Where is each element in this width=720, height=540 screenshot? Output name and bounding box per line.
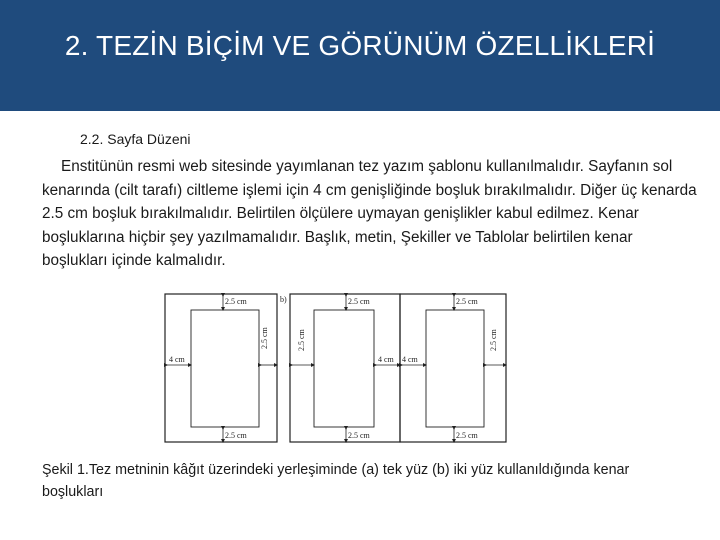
binding-margin-label: 4 cm bbox=[402, 355, 418, 364]
top-margin-label: 2.5 cm bbox=[456, 297, 478, 306]
text-area-outline bbox=[314, 310, 374, 427]
bottom-margin-label: 2.5 cm bbox=[456, 431, 478, 440]
panel-a-single-page bbox=[165, 294, 277, 442]
binding-margin-label: 4 cm bbox=[378, 355, 394, 364]
outer-margin-label: 2.5 cm bbox=[297, 329, 306, 351]
bottom-margin-label: 2.5 cm bbox=[348, 431, 370, 440]
panel-b-right-page bbox=[400, 294, 506, 442]
panel-b-label: b) bbox=[280, 295, 287, 304]
right-margin-label: 2.5 cm bbox=[260, 327, 269, 349]
margin-figure bbox=[163, 291, 508, 444]
page-outline bbox=[400, 294, 506, 442]
body-paragraph: Enstitünün resmi web sitesinde yayımlanan tez yazım şablonu kullanılmalıdır. Sayfanın sol kenarında (cilt tarafı) ciltleme işlemi için 4 cm genişliğinde boşluk bırakılmalıdır. Diğer üç kenarda 2.5 cm boşluk bırakılmalıdır. Belirtilen ölçülere uymayan genişlikler kabul edilmez. Kenar boşluklarına hiçbir şey yazılmamalıdır. Başlık, metin, Şekiller ve Tablolar belirtilen kenar boşlukları içinde kalmalıdır. bbox=[42, 158, 697, 269]
title-bar bbox=[0, 0, 720, 111]
slide-title: 2. TEZİN BİÇİM VE GÖRÜNÜM ÖZELLİKLERİ bbox=[64, 30, 656, 61]
top-margin-label: 2.5 cm bbox=[225, 297, 247, 306]
margin-diagram bbox=[163, 291, 508, 444]
left-margin-label: 4 cm bbox=[169, 355, 185, 364]
text-area-outline bbox=[191, 310, 259, 427]
panel-b-left-page bbox=[290, 294, 400, 442]
page-outline bbox=[290, 294, 400, 442]
section-subheading: 2.2. Sayfa Düzeni bbox=[80, 131, 191, 147]
outer-margin-label: 2.5 cm bbox=[489, 329, 498, 351]
text-area-outline bbox=[426, 310, 484, 427]
figure-caption: Şekil 1.Tez metninin kâğıt üzerindeki yerleşiminde (a) tek yüz (b) iki yüz kullanıldığında kenar boşlukları bbox=[42, 462, 630, 500]
top-margin-label: 2.5 cm bbox=[348, 297, 370, 306]
page-outline bbox=[165, 294, 277, 442]
bottom-margin-label: 2.5 cm bbox=[225, 431, 247, 440]
